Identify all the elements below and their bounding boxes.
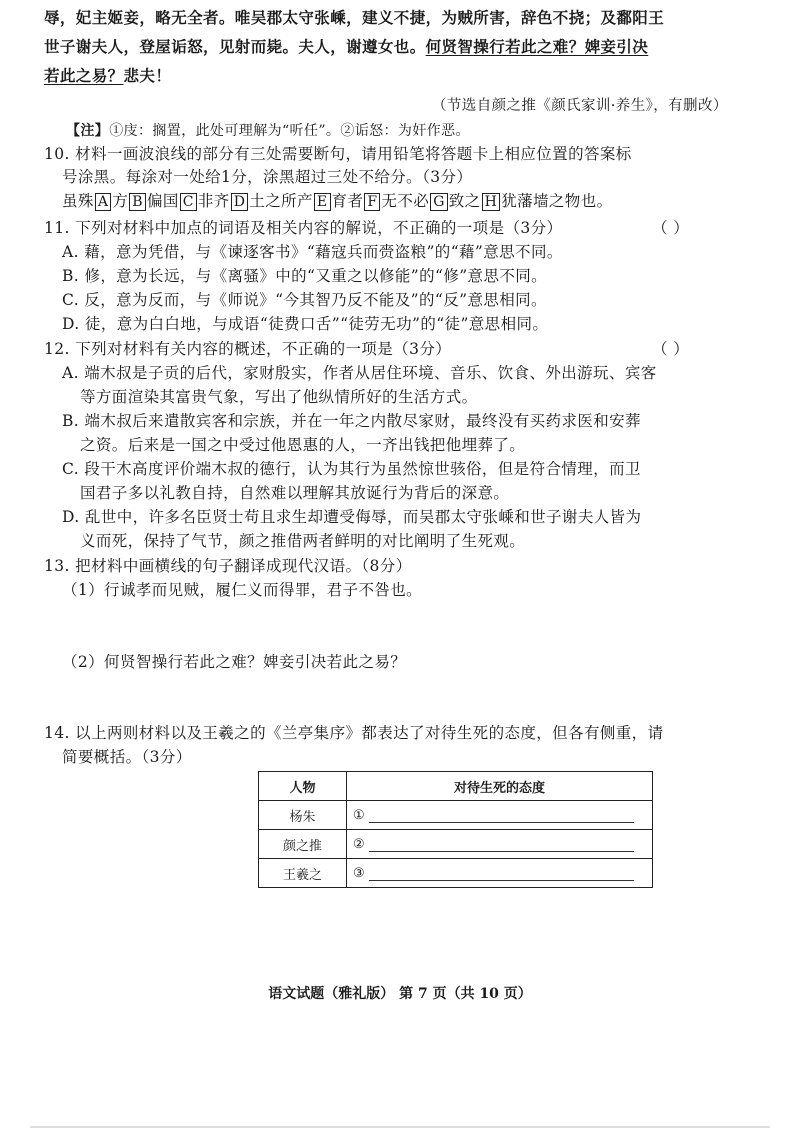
underlined-sentence-part-1: 何贤智操行若此之难？婢妾引决 — [425, 37, 649, 56]
question-10-line-2: 号涂黑。每涂对一处给1分，涂黑超过三处不给分。（3分） — [62, 168, 473, 186]
row-name: 王羲之 — [259, 859, 347, 888]
question-12-option-b-line-2: 之资。后来是一国之中受过他恩惠的人，一齐出钱把他埋葬了。 — [80, 436, 526, 454]
passage-line-1: 辱，妃主姬妾，略无全者。唯吴郡太守张嵊，建义不捷，为贼所害，辞色不挠；及鄱阳王 — [44, 8, 665, 27]
answer-cell[interactable] — [347, 859, 653, 888]
header-person: 人物 — [259, 772, 347, 801]
question-12-option-d-line-2: 义而死，保持了气节，颜之推借两者鲜明的对比阐明了生死观。 — [80, 532, 526, 550]
option-box-c: C — [180, 193, 197, 211]
bottom-divider — [30, 1126, 770, 1128]
q10-seg-7: 致之 — [448, 192, 481, 210]
question-12-option-a-line-2: 等方面渲染其富贵气象，写出了他纵情所好的生活方式。 — [80, 388, 478, 406]
question-11-option-d: D. 徒，意为白白地，与成语“徒费口舌”“徒劳无功”的“徒”意思相同。 — [62, 315, 549, 333]
underlined-sentence-part-2: 若此之易？ — [44, 66, 124, 85]
option-box-h: H — [482, 193, 501, 211]
question-11-answer-paren: （ ） — [652, 219, 690, 237]
question-12-option-d-line-1: D. 乱世中，许多名臣贤士苟且求生却遭受侮辱，而吴郡太守张嵊和世子谢夫人皆为 — [62, 508, 642, 526]
question-12-stem: 12. 下列对材料有关内容的概述，不正确的一项是（3分） — [44, 340, 452, 358]
question-13-stem: 13. 把材料中画横线的句子翻译成现代汉语。（8分） — [44, 557, 412, 575]
source-citation: （节选自颜之推《颜氏家训·养生》，有删改） — [432, 98, 728, 114]
q10-seg-8: 犹藩墙之物也。 — [501, 192, 613, 210]
answer-cell[interactable] — [347, 830, 653, 859]
option-box-g: G — [430, 193, 448, 211]
q10-seg-3: 非齐 — [197, 192, 230, 210]
passage-line-3 — [44, 66, 171, 86]
table-row — [259, 830, 653, 859]
answer-table-header — [259, 772, 653, 801]
answer-blank-line — [369, 866, 634, 881]
question-10-line-1: 10. 材料一画波浪线的部分有三处需要断句，请用铅笔将答题卡上相应位置的答案标 — [44, 145, 632, 163]
answer-mark: ① — [353, 807, 365, 823]
option-box-b: B — [129, 193, 146, 211]
passage-line-3-text: 悲夫！ — [123, 66, 172, 85]
question-13-part-2: （2）何贤智操行若此之难？婢妾引决若此之易？ — [62, 653, 407, 671]
q10-seg-2: 偏国 — [146, 192, 179, 210]
page-footer: 语文试题（雅礼版） 第 7 页（共 10 页） — [268, 986, 532, 1002]
question-11-option-a: A. 藉，意为凭借，与《谏逐客书》“藉寇兵而赍盗粮”的“藉”意思不同。 — [62, 243, 563, 261]
question-11-option-c: C. 反，意为反而，与《师说》“今其智乃反不能及”的“反”意思相同。 — [62, 291, 547, 309]
question-12-option-c-line-2: 国君子多以礼教自持，自然难以理解其放诞行为背后的深意。 — [80, 484, 510, 502]
header-attitude: 对待生死的态度 — [347, 772, 653, 801]
answer-blank-line — [369, 808, 634, 823]
note-text: ①庋：搁置，此处可理解为“听任”。②诟怒：为奸作恶。 — [109, 123, 470, 139]
question-14-line-1: 14. 以上两则材料以及王羲之的《兰亭集序》都表达了对待生死的态度，但各有侧重，请 — [44, 724, 664, 742]
q10-seg-1: 方 — [112, 192, 129, 210]
question-12-option-a-line-1: A. 端木叔是子贡的后代，家财殷实，作者从居住环境、音乐、饮食、外出游玩、宾客 — [62, 364, 657, 382]
answer-table — [258, 771, 653, 888]
answer-mark: ② — [353, 836, 365, 852]
option-box-f: F — [364, 193, 380, 211]
table-row — [259, 801, 653, 830]
q10-seg-0: 虽殊 — [62, 192, 94, 210]
question-13-part-1: （1）行诚孝而见贼，履仁义而得罪，君子不咎也。 — [62, 581, 423, 599]
table-row — [259, 859, 653, 888]
question-10-sentence — [62, 191, 613, 211]
row-name: 颜之推 — [259, 830, 347, 859]
question-14-line-2: 简要概括。（3分） — [62, 748, 192, 766]
q10-seg-6: 无不必 — [381, 192, 430, 210]
answer-mark: ③ — [353, 865, 365, 881]
annotation-note — [66, 121, 470, 141]
question-12-answer-paren: （ ） — [652, 340, 690, 358]
question-12-option-b-line-1: B. 端木叔后来遣散宾客和宗族，并在一年之内散尽家财，最终没有买药求医和安葬 — [62, 412, 641, 430]
question-11-stem: 11. 下列对材料中加点的词语及相关内容的解说，不正确的一项是（3分） — [44, 219, 563, 237]
passage-line-2-text: 世子谢夫人，登屋诟怒，见射而毙。夫人，谢遵女也。 — [44, 37, 426, 56]
q10-seg-5: 育者 — [331, 192, 364, 210]
question-12-option-c-line-1: C. 段干木高度评价端木叔的德行，认为其行为虽然惊世骇俗，但是符合情理，而卫 — [62, 460, 641, 478]
row-name: 杨朱 — [259, 801, 347, 830]
option-box-e: E — [314, 193, 331, 211]
question-11-option-b: B. 修，意为长远，与《离骚》中的“又重之以修能”的“修”意思不同。 — [62, 267, 548, 285]
note-tag: 【注】 — [66, 123, 110, 139]
passage-line-2 — [44, 37, 648, 57]
answer-cell[interactable] — [347, 801, 653, 830]
option-box-d: D — [231, 193, 249, 211]
option-box-a: A — [95, 193, 112, 211]
answer-blank-line — [369, 837, 634, 852]
q10-seg-4: 土之所产 — [249, 192, 313, 210]
